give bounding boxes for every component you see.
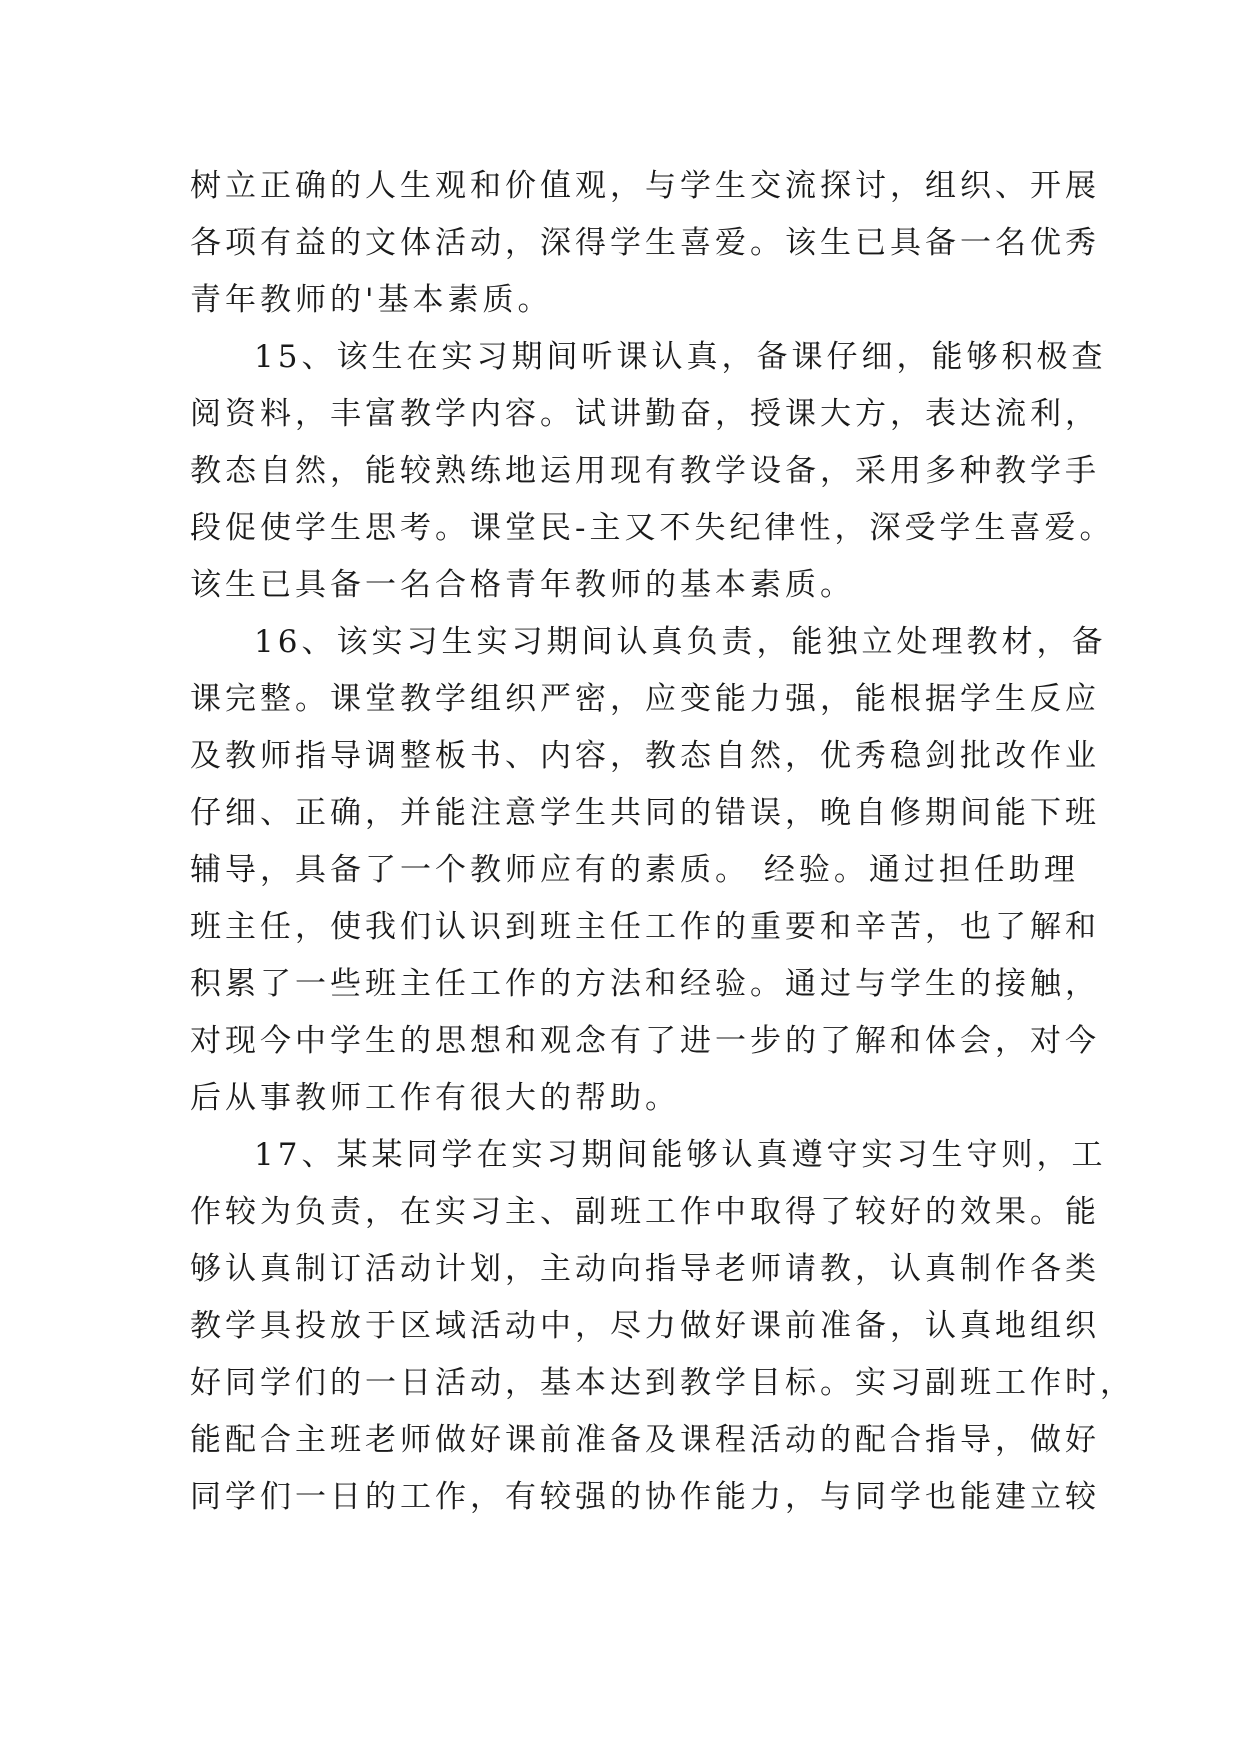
text-line: 课完整。课堂教学组织严密，应变能力强，能根据学生反应	[190, 681, 1100, 717]
text-line: 积累了一些班主任工作的方法和经验。通过与学生的接触，	[190, 966, 1100, 1002]
text-line: 树立正确的人生观和价值观，与学生交流探讨，组织、开展	[190, 168, 1100, 204]
text-line: 段促使学生思考。课堂民-主又不失纪律性，深受学生喜爱。	[190, 510, 1115, 546]
text-line: 对现今中学生的思想和观念有了进一步的了解和体会，对今	[190, 1023, 1100, 1059]
text-line: 好同学们的一日活动，基本达到教学目标。实习副班工作时，	[190, 1365, 1135, 1401]
text-line: 辅导，具备了一个教师应有的素质。 经验。通过担任助理	[190, 852, 1079, 888]
text-line: 该生已具备一名合格青年教师的基本素质。	[190, 567, 855, 603]
text-line: 及教师指导调整板书、内容，教态自然，优秀稳剑批改作业	[190, 738, 1100, 774]
text-line: 16、该实习生实习期间认真负责，能独立处理教材，备	[254, 624, 1107, 660]
text-line: 班主任，使我们认识到班主任工作的重要和辛苦，也了解和	[190, 909, 1100, 945]
text-line: 15、该生在实习期间听课认真，备课仔细，能够积极查	[254, 339, 1107, 375]
text-line: 能配合主班老师做好课前准备及课程活动的配合指导，做好	[190, 1422, 1100, 1458]
text-line: 同学们一日的工作，有较强的协作能力，与同学也能建立较	[190, 1479, 1100, 1515]
text-line: 青年教师的'基本素质。	[190, 282, 553, 318]
text-line: 作较为负责，在实习主、副班工作中取得了较好的效果。能	[190, 1194, 1100, 1230]
text-line: 仔细、正确，并能注意学生共同的错误，晚自修期间能下班	[190, 795, 1100, 831]
text-line: 各项有益的文体活动，深得学生喜爱。该生已具备一名优秀	[190, 225, 1100, 261]
text-line: 够认真制订活动计划，主动向指导老师请教，认真制作各类	[190, 1251, 1100, 1287]
text-line: 阅资料，丰富教学内容。试讲勤奋，授课大方，表达流利，	[190, 396, 1100, 432]
text-line: 教学具投放于区域活动中，尽力做好课前准备，认真地组织	[190, 1308, 1100, 1344]
text-line: 教态自然，能较熟练地运用现有教学设备，采用多种教学手	[190, 453, 1100, 489]
text-line: 17、某某同学在实习期间能够认真遵守实习生守则，工	[254, 1137, 1107, 1173]
document-body	[190, 158, 1135, 1526]
text-line: 后从事教师工作有很大的帮助。	[190, 1080, 680, 1116]
